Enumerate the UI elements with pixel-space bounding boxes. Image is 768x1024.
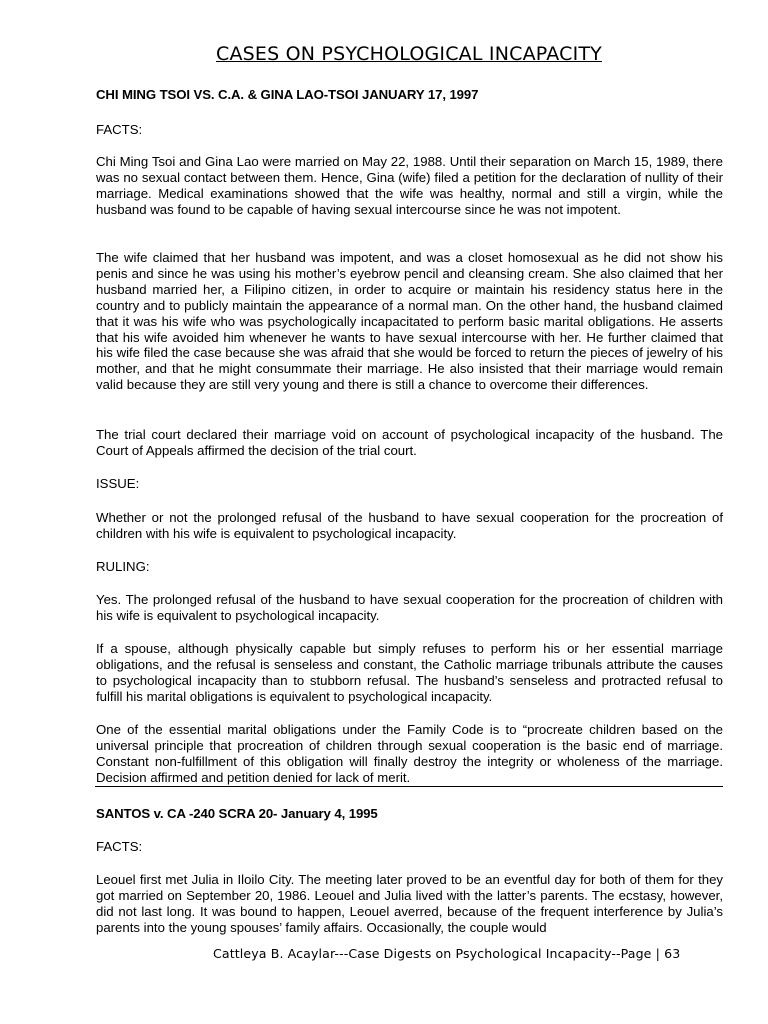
facts-paragraph: The trial court declared their marriage void on account of psychological incapacity of the husband. The Court of Appeals affirmed the decision of the trial court. [96, 427, 723, 458]
page-footer: Cattleya B. Acaylar---Case Digests on Psychological Incapacity--Page | 63 [213, 946, 681, 961]
case-heading-chi-ming-tsoi: CHI MING TSOI VS. C.A. & GINA LAO-TSOI JANUARY 17, 1997 [96, 87, 479, 102]
facts-label: FACTS: [96, 839, 143, 854]
issue-label: ISSUE: [96, 476, 140, 491]
facts-paragraph: The wife claimed that her husband was impotent, and was a closet homosexual as he did not show his penis and since he was using his mother’s eyebrow pencil and cleansing cream. She also claimed that her husband married her, a Filipino citizen, in order to acquire or maintain his residency status here in the country and to publicly maintain the appearance of a normal man. On the other hand, the husband claimed that it was his wife who was psychologically incapacitated to perform basic marital obligations. He asserts that his wife avoided him whenever he wants to have sexual intercourse with her. He further claimed that his wife filed the case because she was afraid that she would be forced to return the pieces of jewelry of his mother, and that he might consummate their marriage. He also insisted that their marriage would remain valid because they are still very young and there is still a chance to overcome their differences. [96, 250, 723, 393]
ruling-paragraph: If a spouse, although physically capable but simply refuses to perform his or her essential marriage obligations, and the refusal is senseless and constant, the Catholic marriage tribunals attribute the causes to psychological incapacity than to stubborn refusal. The husband’s senseless and protracted refusal to fulfill his marital obligations is equivalent to psychological incapacity. [96, 641, 723, 704]
ruling-label: RULING: [96, 559, 150, 574]
facts-paragraph: Chi Ming Tsoi and Gina Lao were married on May 22, 1988. Until their separation on March 15, 1989, there was no sexual contact between them. Hence, Gina (wife) filed a petition for the declaration of nullity of their marriage. Medical examinations showed that the wife was healthy, normal and still a virgin, while the husband was found to be capable of having sexual intercourse since he was not impotent. [96, 154, 723, 217]
case-heading-santos: SANTOS v. CA -240 SCRA 20- January 4, 1995 [96, 806, 378, 821]
section-divider [95, 786, 723, 787]
facts-label: FACTS: [96, 122, 143, 137]
page-title: CASES ON PSYCHOLOGICAL INCAPACITY [216, 43, 602, 65]
facts-paragraph: Leouel first met Julia in Iloilo City. The meeting later proved to be an eventful day for both of them for they got married on September 20, 1986. Leouel and Julia lived with the latter’s parents. The ecstasy, however, did not last long. It was bound to happen, Leouel averred, because of the frequent interference by Julia’s parents into the young spouses’ family affairs. Occasionally, the couple would [96, 872, 723, 935]
issue-paragraph: Whether or not the prolonged refusal of the husband to have sexual cooperation for the procreation of children with his wife is equivalent to psychological incapacity. [96, 510, 723, 541]
ruling-paragraph: One of the essential marital obligations under the Family Code is to “procreate children based on the universal principle that procreation of children through sexual cooperation is the basic end of marriage. Constant non-fulfillment of this obligation will finally destroy the integrity or wholeness of the marriage. Decision affirmed and petition denied for lack of merit. [96, 722, 723, 785]
ruling-paragraph: Yes. The prolonged refusal of the husband to have sexual cooperation for the procreation of children with his wife is equivalent to psychological incapacity. [96, 592, 723, 623]
